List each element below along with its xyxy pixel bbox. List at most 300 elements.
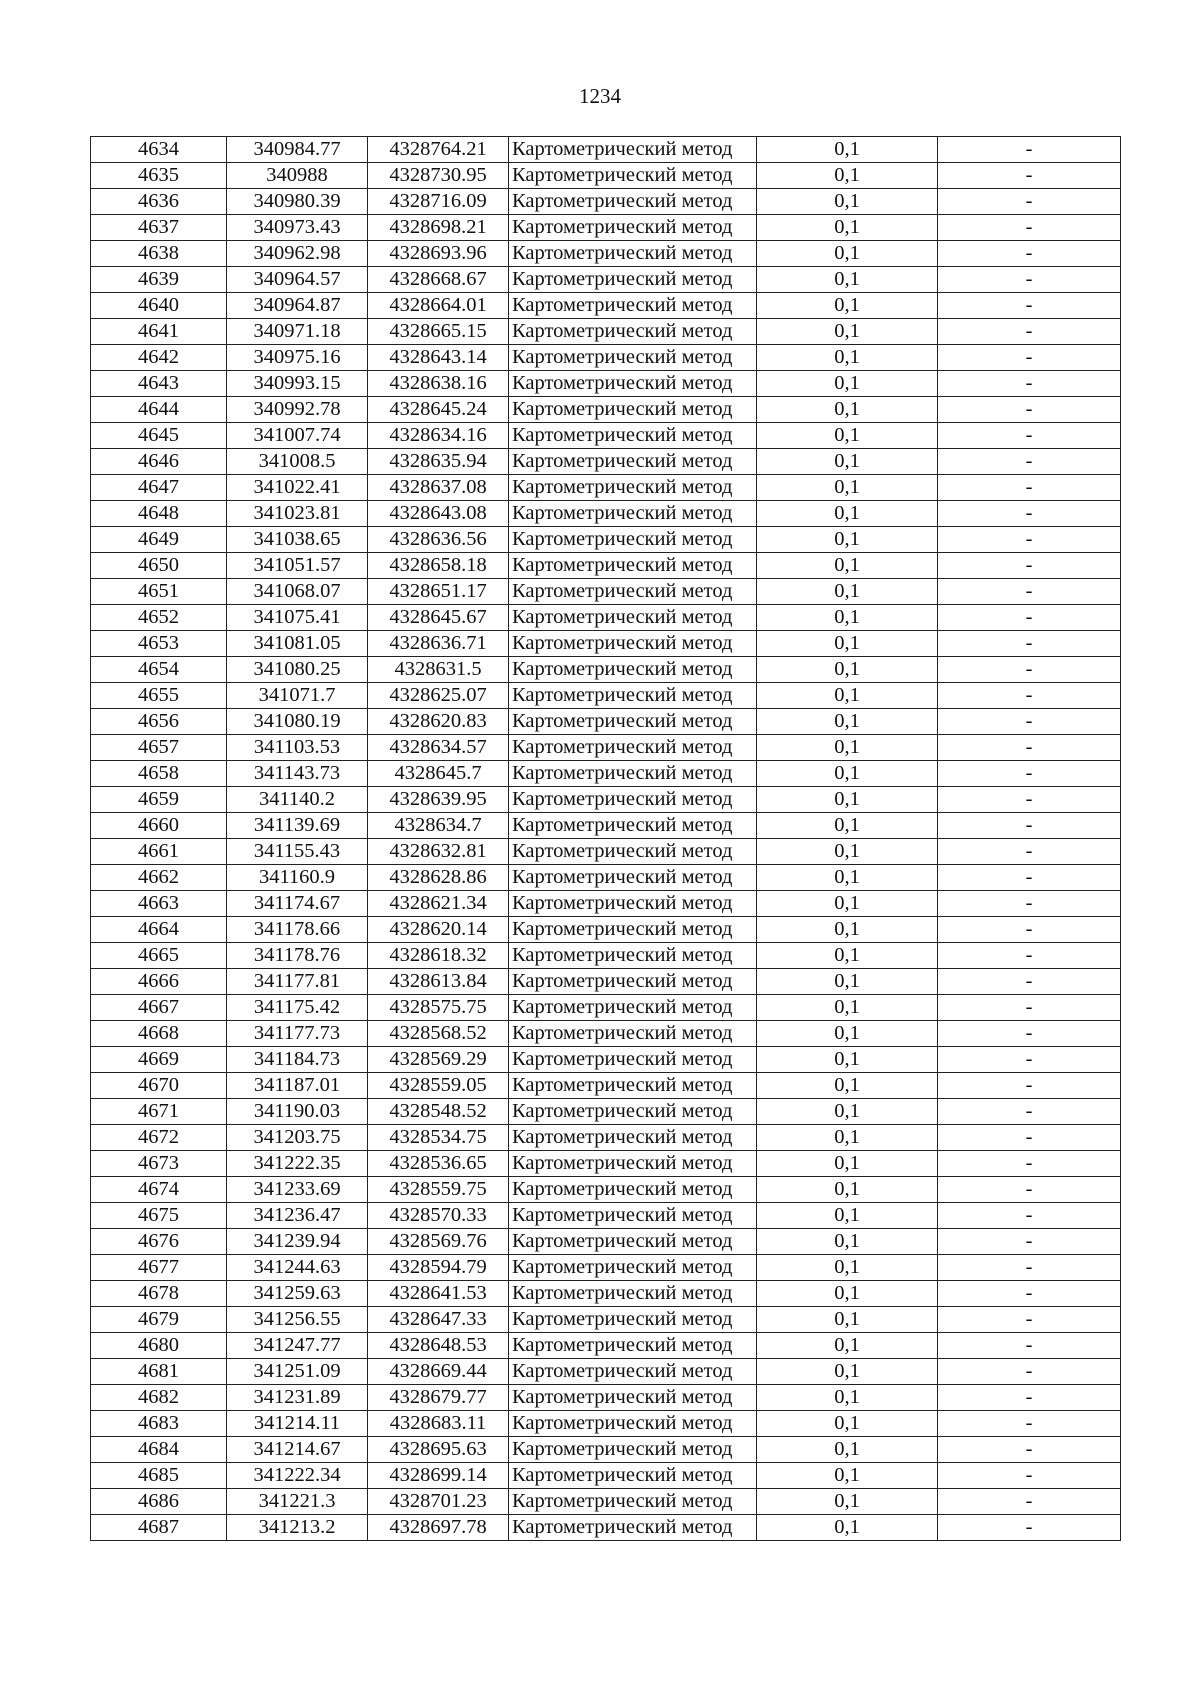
method-cell: Картометрический метод <box>509 1515 757 1541</box>
accuracy-cell: 0,1 <box>757 1203 938 1229</box>
point-number-cell: 4679 <box>91 1307 227 1333</box>
x-coordinate-cell: 340988 <box>227 163 368 189</box>
accuracy-cell: 0,1 <box>757 137 938 163</box>
table-row <box>91 319 1121 345</box>
table-row <box>91 423 1121 449</box>
method-cell: Картометрический метод <box>509 787 757 813</box>
x-coordinate-cell: 341251.09 <box>227 1359 368 1385</box>
note-cell: - <box>938 943 1121 969</box>
note-cell: - <box>938 1099 1121 1125</box>
point-number-cell: 4668 <box>91 1021 227 1047</box>
x-coordinate-cell: 340964.57 <box>227 267 368 293</box>
accuracy-cell: 0,1 <box>757 631 938 657</box>
y-coordinate-cell: 4328683.11 <box>368 1411 509 1437</box>
x-coordinate-cell: 341221.3 <box>227 1489 368 1515</box>
y-coordinate-cell: 4328695.63 <box>368 1437 509 1463</box>
note-cell: - <box>938 1437 1121 1463</box>
table-row <box>91 865 1121 891</box>
accuracy-cell: 0,1 <box>757 917 938 943</box>
point-number-cell: 4644 <box>91 397 227 423</box>
y-coordinate-cell: 4328569.29 <box>368 1047 509 1073</box>
method-cell: Картометрический метод <box>509 241 757 267</box>
method-cell: Картометрический метод <box>509 1203 757 1229</box>
note-cell: - <box>938 1411 1121 1437</box>
y-coordinate-cell: 4328645.67 <box>368 605 509 631</box>
point-number-cell: 4671 <box>91 1099 227 1125</box>
x-coordinate-cell: 341007.74 <box>227 423 368 449</box>
note-cell: - <box>938 657 1121 683</box>
point-number-cell: 4641 <box>91 319 227 345</box>
note-cell: - <box>938 891 1121 917</box>
point-number-cell: 4656 <box>91 709 227 735</box>
x-coordinate-cell: 341051.57 <box>227 553 368 579</box>
accuracy-cell: 0,1 <box>757 1073 938 1099</box>
note-cell: - <box>938 1489 1121 1515</box>
x-coordinate-cell: 341071.7 <box>227 683 368 709</box>
accuracy-cell: 0,1 <box>757 969 938 995</box>
point-number-cell: 4654 <box>91 657 227 683</box>
point-number-cell: 4669 <box>91 1047 227 1073</box>
y-coordinate-cell: 4328697.78 <box>368 1515 509 1541</box>
y-coordinate-cell: 4328569.76 <box>368 1229 509 1255</box>
accuracy-cell: 0,1 <box>757 761 938 787</box>
method-cell: Картометрический метод <box>509 943 757 969</box>
point-number-cell: 4655 <box>91 683 227 709</box>
accuracy-cell: 0,1 <box>757 1229 938 1255</box>
note-cell: - <box>938 1463 1121 1489</box>
table-row <box>91 215 1121 241</box>
note-cell: - <box>938 189 1121 215</box>
point-number-cell: 4634 <box>91 137 227 163</box>
note-cell: - <box>938 917 1121 943</box>
accuracy-cell: 0,1 <box>757 1463 938 1489</box>
note-cell: - <box>938 1307 1121 1333</box>
method-cell: Картометрический метод <box>509 189 757 215</box>
note-cell: - <box>938 709 1121 735</box>
method-cell: Картометрический метод <box>509 1151 757 1177</box>
method-cell: Картометрический метод <box>509 735 757 761</box>
table-row <box>91 657 1121 683</box>
y-coordinate-cell: 4328534.75 <box>368 1125 509 1151</box>
note-cell: - <box>938 423 1121 449</box>
y-coordinate-cell: 4328559.05 <box>368 1073 509 1099</box>
y-coordinate-cell: 4328636.56 <box>368 527 509 553</box>
note-cell: - <box>938 475 1121 501</box>
y-coordinate-cell: 4328594.79 <box>368 1255 509 1281</box>
table-row <box>91 1281 1121 1307</box>
method-cell: Картометрический метод <box>509 813 757 839</box>
accuracy-cell: 0,1 <box>757 1281 938 1307</box>
accuracy-cell: 0,1 <box>757 787 938 813</box>
y-coordinate-cell: 4328716.09 <box>368 189 509 215</box>
table-row <box>91 1125 1121 1151</box>
table-row <box>91 579 1121 605</box>
y-coordinate-cell: 4328664.01 <box>368 293 509 319</box>
method-cell: Картометрический метод <box>509 891 757 917</box>
x-coordinate-cell: 341177.81 <box>227 969 368 995</box>
note-cell: - <box>938 735 1121 761</box>
x-coordinate-cell: 341190.03 <box>227 1099 368 1125</box>
note-cell: - <box>938 813 1121 839</box>
accuracy-cell: 0,1 <box>757 397 938 423</box>
table-row <box>91 1203 1121 1229</box>
x-coordinate-cell: 341239.94 <box>227 1229 368 1255</box>
x-coordinate-cell: 341075.41 <box>227 605 368 631</box>
method-cell: Картометрический метод <box>509 319 757 345</box>
accuracy-cell: 0,1 <box>757 1125 938 1151</box>
note-cell: - <box>938 527 1121 553</box>
accuracy-cell: 0,1 <box>757 475 938 501</box>
method-cell: Картометрический метод <box>509 137 757 163</box>
method-cell: Картометрический метод <box>509 215 757 241</box>
y-coordinate-cell: 4328634.7 <box>368 813 509 839</box>
point-number-cell: 4672 <box>91 1125 227 1151</box>
method-cell: Картометрический метод <box>509 1177 757 1203</box>
table-row <box>91 1463 1121 1489</box>
x-coordinate-cell: 341023.81 <box>227 501 368 527</box>
accuracy-cell: 0,1 <box>757 1437 938 1463</box>
note-cell: - <box>938 319 1121 345</box>
method-cell: Картометрический метод <box>509 1021 757 1047</box>
accuracy-cell: 0,1 <box>757 891 938 917</box>
accuracy-cell: 0,1 <box>757 345 938 371</box>
method-cell: Картометрический метод <box>509 1385 757 1411</box>
accuracy-cell: 0,1 <box>757 1047 938 1073</box>
x-coordinate-cell: 341140.2 <box>227 787 368 813</box>
table-row <box>91 267 1121 293</box>
method-cell: Картометрический метод <box>509 501 757 527</box>
y-coordinate-cell: 4328651.17 <box>368 579 509 605</box>
x-coordinate-cell: 341022.41 <box>227 475 368 501</box>
table-row <box>91 735 1121 761</box>
accuracy-cell: 0,1 <box>757 1255 938 1281</box>
x-coordinate-cell: 341214.11 <box>227 1411 368 1437</box>
note-cell: - <box>938 761 1121 787</box>
x-coordinate-cell: 341174.67 <box>227 891 368 917</box>
x-coordinate-cell: 341080.19 <box>227 709 368 735</box>
y-coordinate-cell: 4328637.08 <box>368 475 509 501</box>
point-number-cell: 4642 <box>91 345 227 371</box>
method-cell: Картометрический метод <box>509 631 757 657</box>
note-cell: - <box>938 1333 1121 1359</box>
accuracy-cell: 0,1 <box>757 865 938 891</box>
y-coordinate-cell: 4328618.32 <box>368 943 509 969</box>
table-row <box>91 787 1121 813</box>
y-coordinate-cell: 4328658.18 <box>368 553 509 579</box>
note-cell: - <box>938 995 1121 1021</box>
point-number-cell: 4682 <box>91 1385 227 1411</box>
x-coordinate-cell: 341184.73 <box>227 1047 368 1073</box>
y-coordinate-cell: 4328730.95 <box>368 163 509 189</box>
y-coordinate-cell: 4328613.84 <box>368 969 509 995</box>
table-row <box>91 1489 1121 1515</box>
point-number-cell: 4638 <box>91 241 227 267</box>
point-number-cell: 4647 <box>91 475 227 501</box>
y-coordinate-cell: 4328643.08 <box>368 501 509 527</box>
method-cell: Картометрический метод <box>509 293 757 319</box>
table-row <box>91 1151 1121 1177</box>
point-number-cell: 4686 <box>91 1489 227 1515</box>
point-number-cell: 4678 <box>91 1281 227 1307</box>
note-cell: - <box>938 1177 1121 1203</box>
y-coordinate-cell: 4328641.53 <box>368 1281 509 1307</box>
table-row <box>91 839 1121 865</box>
note-cell: - <box>938 397 1121 423</box>
coordinates-table-body <box>91 137 1121 1541</box>
x-coordinate-cell: 341213.2 <box>227 1515 368 1541</box>
note-cell: - <box>938 579 1121 605</box>
accuracy-cell: 0,1 <box>757 995 938 1021</box>
point-number-cell: 4670 <box>91 1073 227 1099</box>
note-cell: - <box>938 241 1121 267</box>
note-cell: - <box>938 683 1121 709</box>
x-coordinate-cell: 341068.07 <box>227 579 368 605</box>
x-coordinate-cell: 341259.63 <box>227 1281 368 1307</box>
x-coordinate-cell: 341008.5 <box>227 449 368 475</box>
point-number-cell: 4639 <box>91 267 227 293</box>
note-cell: - <box>938 1203 1121 1229</box>
table-row <box>91 943 1121 969</box>
method-cell: Картометрический метод <box>509 657 757 683</box>
note-cell: - <box>938 345 1121 371</box>
point-number-cell: 4663 <box>91 891 227 917</box>
accuracy-cell: 0,1 <box>757 1177 938 1203</box>
y-coordinate-cell: 4328669.44 <box>368 1359 509 1385</box>
x-coordinate-cell: 341139.69 <box>227 813 368 839</box>
y-coordinate-cell: 4328628.86 <box>368 865 509 891</box>
method-cell: Картометрический метод <box>509 761 757 787</box>
table-row <box>91 1047 1121 1073</box>
note-cell: - <box>938 787 1121 813</box>
x-coordinate-cell: 340973.43 <box>227 215 368 241</box>
x-coordinate-cell: 341160.9 <box>227 865 368 891</box>
table-row <box>91 917 1121 943</box>
point-number-cell: 4683 <box>91 1411 227 1437</box>
y-coordinate-cell: 4328701.23 <box>368 1489 509 1515</box>
table-row <box>91 1255 1121 1281</box>
table-row <box>91 1073 1121 1099</box>
x-coordinate-cell: 341103.53 <box>227 735 368 761</box>
method-cell: Картометрический метод <box>509 1281 757 1307</box>
point-number-cell: 4665 <box>91 943 227 969</box>
table-row <box>91 449 1121 475</box>
table-row <box>91 1515 1121 1541</box>
method-cell: Картометрический метод <box>509 397 757 423</box>
x-coordinate-cell: 341187.01 <box>227 1073 368 1099</box>
table-row <box>91 813 1121 839</box>
method-cell: Картометрический метод <box>509 1359 757 1385</box>
method-cell: Картометрический метод <box>509 1125 757 1151</box>
accuracy-cell: 0,1 <box>757 943 938 969</box>
point-number-cell: 4667 <box>91 995 227 1021</box>
note-cell: - <box>938 1255 1121 1281</box>
note-cell: - <box>938 1125 1121 1151</box>
y-coordinate-cell: 4328548.52 <box>368 1099 509 1125</box>
x-coordinate-cell: 341178.76 <box>227 943 368 969</box>
x-coordinate-cell: 341222.34 <box>227 1463 368 1489</box>
y-coordinate-cell: 4328645.24 <box>368 397 509 423</box>
accuracy-cell: 0,1 <box>757 1021 938 1047</box>
table-row <box>91 1385 1121 1411</box>
note-cell: - <box>938 1229 1121 1255</box>
x-coordinate-cell: 341256.55 <box>227 1307 368 1333</box>
table-row <box>91 631 1121 657</box>
accuracy-cell: 0,1 <box>757 683 938 709</box>
method-cell: Картометрический метод <box>509 683 757 709</box>
point-number-cell: 4675 <box>91 1203 227 1229</box>
accuracy-cell: 0,1 <box>757 1359 938 1385</box>
y-coordinate-cell: 4328647.33 <box>368 1307 509 1333</box>
y-coordinate-cell: 4328636.71 <box>368 631 509 657</box>
y-coordinate-cell: 4328634.57 <box>368 735 509 761</box>
note-cell: - <box>938 293 1121 319</box>
accuracy-cell: 0,1 <box>757 449 938 475</box>
y-coordinate-cell: 4328568.52 <box>368 1021 509 1047</box>
point-number-cell: 4674 <box>91 1177 227 1203</box>
point-number-cell: 4637 <box>91 215 227 241</box>
accuracy-cell: 0,1 <box>757 241 938 267</box>
accuracy-cell: 0,1 <box>757 1307 938 1333</box>
accuracy-cell: 0,1 <box>757 605 938 631</box>
accuracy-cell: 0,1 <box>757 553 938 579</box>
point-number-cell: 4658 <box>91 761 227 787</box>
point-number-cell: 4666 <box>91 969 227 995</box>
point-number-cell: 4685 <box>91 1463 227 1489</box>
method-cell: Картометрический метод <box>509 163 757 189</box>
point-number-cell: 4650 <box>91 553 227 579</box>
method-cell: Картометрический метод <box>509 1489 757 1515</box>
note-cell: - <box>938 1073 1121 1099</box>
y-coordinate-cell: 4328635.94 <box>368 449 509 475</box>
method-cell: Картометрический метод <box>509 1099 757 1125</box>
y-coordinate-cell: 4328620.83 <box>368 709 509 735</box>
table-row <box>91 683 1121 709</box>
accuracy-cell: 0,1 <box>757 527 938 553</box>
y-coordinate-cell: 4328699.14 <box>368 1463 509 1489</box>
point-number-cell: 4652 <box>91 605 227 631</box>
table-row <box>91 1307 1121 1333</box>
y-coordinate-cell: 4328665.15 <box>368 319 509 345</box>
note-cell: - <box>938 969 1121 995</box>
accuracy-cell: 0,1 <box>757 839 938 865</box>
y-coordinate-cell: 4328648.53 <box>368 1333 509 1359</box>
note-cell: - <box>938 1021 1121 1047</box>
x-coordinate-cell: 341177.73 <box>227 1021 368 1047</box>
table-row <box>91 1359 1121 1385</box>
accuracy-cell: 0,1 <box>757 735 938 761</box>
accuracy-cell: 0,1 <box>757 1515 938 1541</box>
accuracy-cell: 0,1 <box>757 1411 938 1437</box>
table-row <box>91 1229 1121 1255</box>
x-coordinate-cell: 340971.18 <box>227 319 368 345</box>
x-coordinate-cell: 340980.39 <box>227 189 368 215</box>
accuracy-cell: 0,1 <box>757 267 938 293</box>
method-cell: Картометрический метод <box>509 423 757 449</box>
page-number: 1234 <box>579 84 621 108</box>
accuracy-cell: 0,1 <box>757 423 938 449</box>
y-coordinate-cell: 4328631.5 <box>368 657 509 683</box>
accuracy-cell: 0,1 <box>757 657 938 683</box>
y-coordinate-cell: 4328764.21 <box>368 137 509 163</box>
x-coordinate-cell: 341143.73 <box>227 761 368 787</box>
method-cell: Картометрический метод <box>509 969 757 995</box>
table-row <box>91 891 1121 917</box>
table-row <box>91 189 1121 215</box>
coordinates-table <box>90 136 1121 1541</box>
point-number-cell: 4646 <box>91 449 227 475</box>
point-number-cell: 4677 <box>91 1255 227 1281</box>
method-cell: Картометрический метод <box>509 553 757 579</box>
method-cell: Картометрический метод <box>509 267 757 293</box>
note-cell: - <box>938 1385 1121 1411</box>
method-cell: Картометрический метод <box>509 1411 757 1437</box>
y-coordinate-cell: 4328559.75 <box>368 1177 509 1203</box>
table-row <box>91 475 1121 501</box>
x-coordinate-cell: 341244.63 <box>227 1255 368 1281</box>
note-cell: - <box>938 215 1121 241</box>
point-number-cell: 4649 <box>91 527 227 553</box>
table-row <box>91 709 1121 735</box>
method-cell: Картометрический метод <box>509 709 757 735</box>
table-row <box>91 553 1121 579</box>
method-cell: Картометрический метод <box>509 865 757 891</box>
table-row <box>91 1177 1121 1203</box>
y-coordinate-cell: 4328570.33 <box>368 1203 509 1229</box>
note-cell: - <box>938 137 1121 163</box>
table-row <box>91 137 1121 163</box>
x-coordinate-cell: 341236.47 <box>227 1203 368 1229</box>
y-coordinate-cell: 4328668.67 <box>368 267 509 293</box>
table-row <box>91 397 1121 423</box>
point-number-cell: 4640 <box>91 293 227 319</box>
x-coordinate-cell: 341080.25 <box>227 657 368 683</box>
note-cell: - <box>938 553 1121 579</box>
table-row <box>91 501 1121 527</box>
note-cell: - <box>938 1151 1121 1177</box>
y-coordinate-cell: 4328634.16 <box>368 423 509 449</box>
method-cell: Картометрический метод <box>509 345 757 371</box>
accuracy-cell: 0,1 <box>757 189 938 215</box>
table-row <box>91 293 1121 319</box>
point-number-cell: 4648 <box>91 501 227 527</box>
accuracy-cell: 0,1 <box>757 579 938 605</box>
x-coordinate-cell: 341175.42 <box>227 995 368 1021</box>
table-row <box>91 527 1121 553</box>
y-coordinate-cell: 4328575.75 <box>368 995 509 1021</box>
note-cell: - <box>938 163 1121 189</box>
method-cell: Картометрический метод <box>509 1073 757 1099</box>
table-row <box>91 163 1121 189</box>
accuracy-cell: 0,1 <box>757 215 938 241</box>
method-cell: Картометрический метод <box>509 527 757 553</box>
x-coordinate-cell: 341231.89 <box>227 1385 368 1411</box>
table-row <box>91 345 1121 371</box>
y-coordinate-cell: 4328632.81 <box>368 839 509 865</box>
accuracy-cell: 0,1 <box>757 709 938 735</box>
x-coordinate-cell: 341222.35 <box>227 1151 368 1177</box>
note-cell: - <box>938 501 1121 527</box>
point-number-cell: 4676 <box>91 1229 227 1255</box>
method-cell: Картометрический метод <box>509 1255 757 1281</box>
note-cell: - <box>938 1359 1121 1385</box>
note-cell: - <box>938 371 1121 397</box>
accuracy-cell: 0,1 <box>757 1385 938 1411</box>
y-coordinate-cell: 4328620.14 <box>368 917 509 943</box>
point-number-cell: 4684 <box>91 1437 227 1463</box>
x-coordinate-cell: 341038.65 <box>227 527 368 553</box>
point-number-cell: 4653 <box>91 631 227 657</box>
table-row <box>91 605 1121 631</box>
